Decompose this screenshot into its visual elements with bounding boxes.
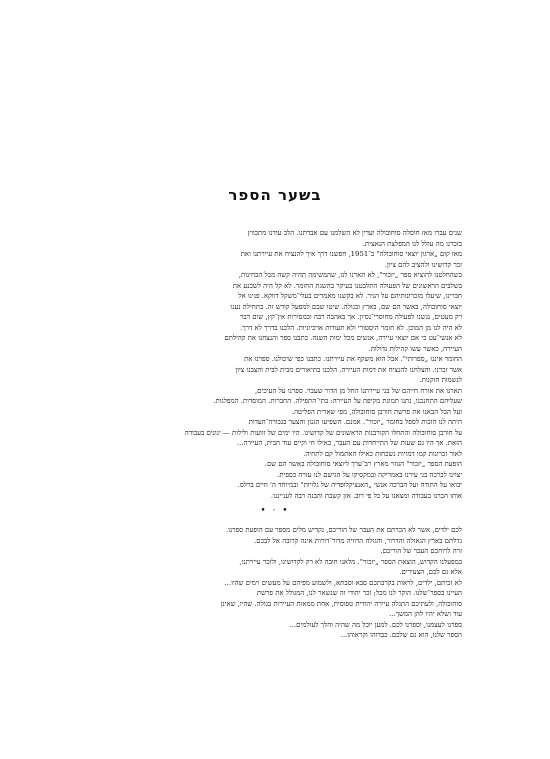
- text-line: חברינו, שיעלו מזכרונותיהם על הניר. לא בקשנו מאמרים בעלי־משקל דווקא. פנינו אל: [238, 292, 462, 300]
- text-line: אותו הכרנו בעבודה ומצאנו על כל פי רוב. אזן קשבת והבנה רבה לענייננו.: [270, 491, 462, 500]
- text-line: זרה לרוחכם העבר של הוריכם.: [380, 547, 462, 555]
- text-line: במפעלנו הקדוש, הוצאת הספר „יזכור". מלאנו חובה לא רק לקדושינו, ולזכר עיירתנו,: [239, 557, 462, 566]
- text-line: רק מעטים, נגשנו לפעולה מחוסרי־נסיון. אך באהבה רבה ובמסירות אין־קץ, שום דבר: [240, 313, 462, 321]
- text-line: תארנו את אורח חייהם של בני עיירתנו החל מן הדור שעבר. ספרנו על העיכים,: [254, 386, 462, 395]
- text-line: שנים עברו מאז חוסלה סוחובולה ועדין לא השלמנו עם אבדתנו. הלב עודנו מתכווץ: [247, 229, 462, 237]
- section-separator: • ‧ •: [260, 506, 290, 516]
- text-line: הזאת. אך היו גם שעות של התייחדות עם העבר, כאילו חי וקיים עוד הבית, העיירה...: [236, 439, 462, 447]
- closing-text: [84, 525, 462, 641]
- text-line: היתה לנו הזכות לספל בחומר „יזכור". אמנם. השפיעו הגנון והצער בגבורה־העדות: [248, 418, 462, 426]
- text-line: הופעת הספר „יזכור" הגוזר מארץ רב־ערך ליוצאי סוחובולה באשר הם שם.: [264, 460, 462, 468]
- text-line: אלא גם לכם, הצעירים.: [399, 568, 462, 576]
- text-line: החומר איננו „ספרותי". אבל הוא משקף את עיירתנו. כתבנו כפי שיכולנו. ספרנו את: [244, 355, 462, 363]
- text-line: על חורבן סוחובולה והתחלו הקורבנות הראשונים של קדושינו. היו ימים של זוועות ולילות — יגונים בעבודה: [184, 428, 462, 437]
- text-line: אשר זכרנו. והצלחנו להנציח את דמות העיירה. הלכנו בתיאורים מבית לבית והצבנו ציון: [235, 365, 462, 374]
- page-title: בשער הספר: [228, 186, 322, 204]
- text-line: לא אנשי־עט כי אם יוצאי עיירה, אנשים מכל ימות השנה. כתבנו ספר והנצחנו את קהילתם: [224, 334, 462, 342]
- text-line: ועל הכל הבאנו את פרשת חורבן סוחובולה, מפי שארית הפליטה.: [291, 407, 462, 416]
- text-line: שעליהם התחנכנו, נתנו תמונת מקיפה על העיירה: בתי־התפילה. החברות. המוסדות. המפלגות.: [213, 397, 462, 405]
- text-line: לנשמות הזקנות.: [419, 376, 462, 384]
- text-line: לא זכיתם, ילדים, לראות בקרבתכם סבא וסבתא, ולשמוע מפיהם על מעשים וימים שהיו...: [224, 578, 462, 587]
- text-line: עוד ושלא יהיו להן המשך...: [389, 610, 462, 618]
- text-line: העיינו בספר־שלנו. הוקר לנו מכל; זכר יהודי זה שנשאר לנו, המגולל את פרשת: [256, 589, 462, 597]
- text-line: בשלבים הראשונים של הפעולה התלבטנו בעיקר בהשגת החומר. לא קל היה לשכנע את: [232, 281, 462, 290]
- text-line: לא היה לנו מן המוכן. לא חומר היסטורי ולא תעודות ארכיוניות. הלכנו בדרך לא דרך.: [240, 323, 462, 332]
- text-line: סוחובולה, ולעתיכם התגלה עיירה יהודית טפוסית, אחת ממאות העיירות בגולה. שהיו, שאינן: [220, 599, 462, 608]
- text-line: יצוינו לברכה בני עירנו באמריקה ובמקסיקו על הגישם לנו עזרה כספית.: [277, 470, 462, 479]
- intro-text: [84, 228, 462, 501]
- text-line: לאור זכרונות קמו דמויות נשכחות כאילו האתמול קם לתחיה.: [303, 449, 462, 458]
- text-line: כשהחלטנו להוציא ספר „יזכור", לא תארנו לנו, שהמשימה תהיה קשה מכל הבחינות,: [238, 271, 462, 279]
- text-line: לכם ילדים, אשר לא הכרתם את העבר של הוריכם, נקדיש מלים מספר עם הופעת ספרנו.: [225, 526, 462, 534]
- text-line: יוצאי סוחובולה, באשר הם שם, בארץ ובגולה. שיטו שכם למפעל קודש זה. בתחילה נענו: [230, 302, 462, 311]
- text-line: הספר שלנו, הוא גם שלכם. כבדוהו וקראוהו...: [340, 631, 462, 639]
- text-line: בזכרנו מה עולל לנו המפלצת הנאצית.: [362, 239, 462, 248]
- text-line: ספרנו לעצמנו, וספרנו לכם. למען יוכל מה שהיה והלך לעולמים...: [289, 620, 462, 629]
- text-line: גדלתם בארץ הגאולה והדרור, והגולה הדוויה מדור־דורות אינה קרובה אל לבכם.: [254, 536, 462, 545]
- text-line: העיירה, כאשר עשו קהילות גדולות.: [368, 344, 462, 353]
- text-line: יבואו על התודה ועל הברכה אנשי „האנציקלופדיה של גלויות" ובמיוחד ה' חיים ברלס.: [237, 481, 462, 489]
- text-line: זכר קדושינו ולהציב להם ציון.: [384, 260, 462, 269]
- text-line: מאז קום „ארגון יוצאי סוחובולה" ב־1951, חפשנו דרך איך להנציח את עיירתנו ואת: [240, 250, 462, 258]
